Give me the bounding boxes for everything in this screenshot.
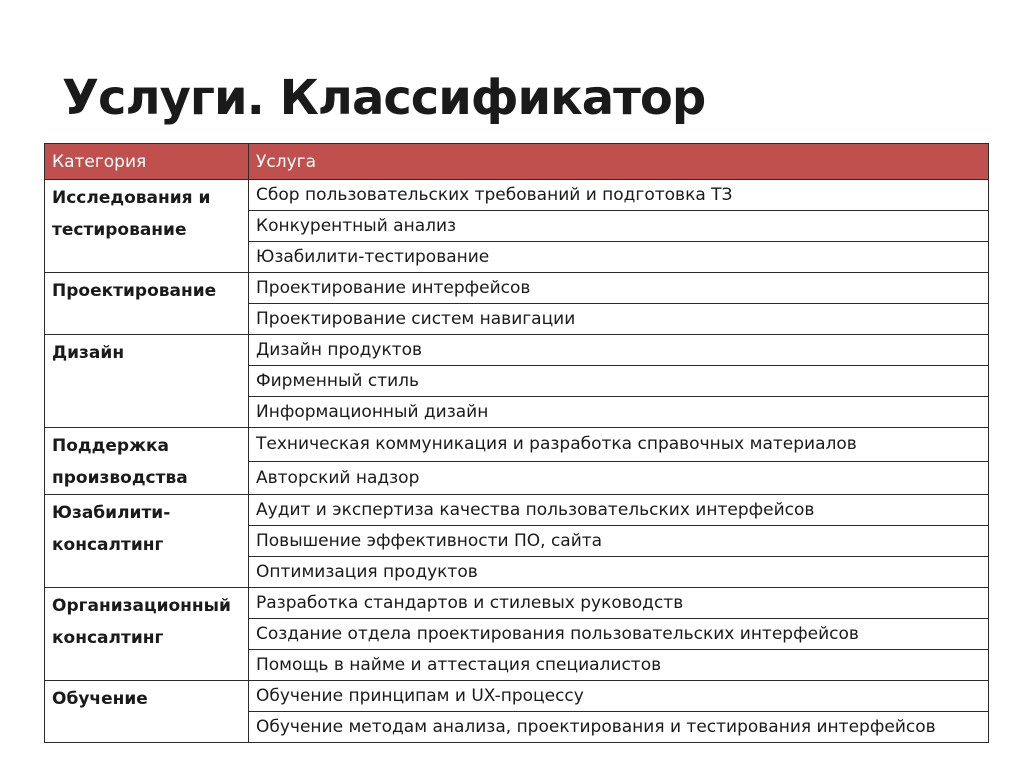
service-cell: Сбор пользовательских требований и подготовка ТЗ [249,180,989,211]
service-cell: Обучение методам анализа, проектирования и тестирования интерфейсов [249,712,989,743]
service-cell: Повышение эффективности ПО, сайта [249,526,989,557]
table-row [45,681,989,712]
column-header-service: Услуга [249,144,989,180]
service-cell: Фирменный стиль [249,366,989,397]
table-row [45,273,989,304]
service-cell: Разработка стандартов и стилевых руководств [249,588,989,619]
service-cell: Обучение принципам и UX-процессу [249,681,989,712]
category-cell: Юзабилити-консалтинг [45,495,249,588]
table-row [45,495,989,526]
service-cell: Оптимизация продуктов [249,557,989,588]
service-cell: Создание отдела проектирования пользовательских интерфейсов [249,619,989,650]
column-header-category: Категория [45,144,249,180]
table-row [45,335,989,366]
service-cell: Информационный дизайн [249,397,989,428]
service-cell: Проектирование систем навигации [249,304,989,335]
service-cell: Техническая коммуникация и разработка справочных материалов [249,428,989,462]
table-body [45,180,989,743]
category-cell: Организационный консалтинг [45,588,249,681]
category-cell: Проектирование [45,273,249,335]
table-header-row [45,144,989,180]
page-title: Услуги. Классификатор [62,70,706,126]
table-row [45,180,989,211]
category-cell: Дизайн [45,335,249,428]
services-table [44,143,989,743]
category-cell: Обучение [45,681,249,743]
table-row [45,428,989,462]
service-cell: Конкурентный анализ [249,211,989,242]
table-row [45,588,989,619]
category-cell: Поддержка производства [45,428,249,495]
category-cell: Исследования и тестирование [45,180,249,273]
service-cell: Проектирование интерфейсов [249,273,989,304]
service-cell: Дизайн продуктов [249,335,989,366]
service-cell: Юзабилити-тестирование [249,242,989,273]
service-cell: Аудит и экспертиза качества пользовательских интерфейсов [249,495,989,526]
service-cell: Авторский надзор [249,461,989,495]
service-cell: Помощь в найме и аттестация специалистов [249,650,989,681]
